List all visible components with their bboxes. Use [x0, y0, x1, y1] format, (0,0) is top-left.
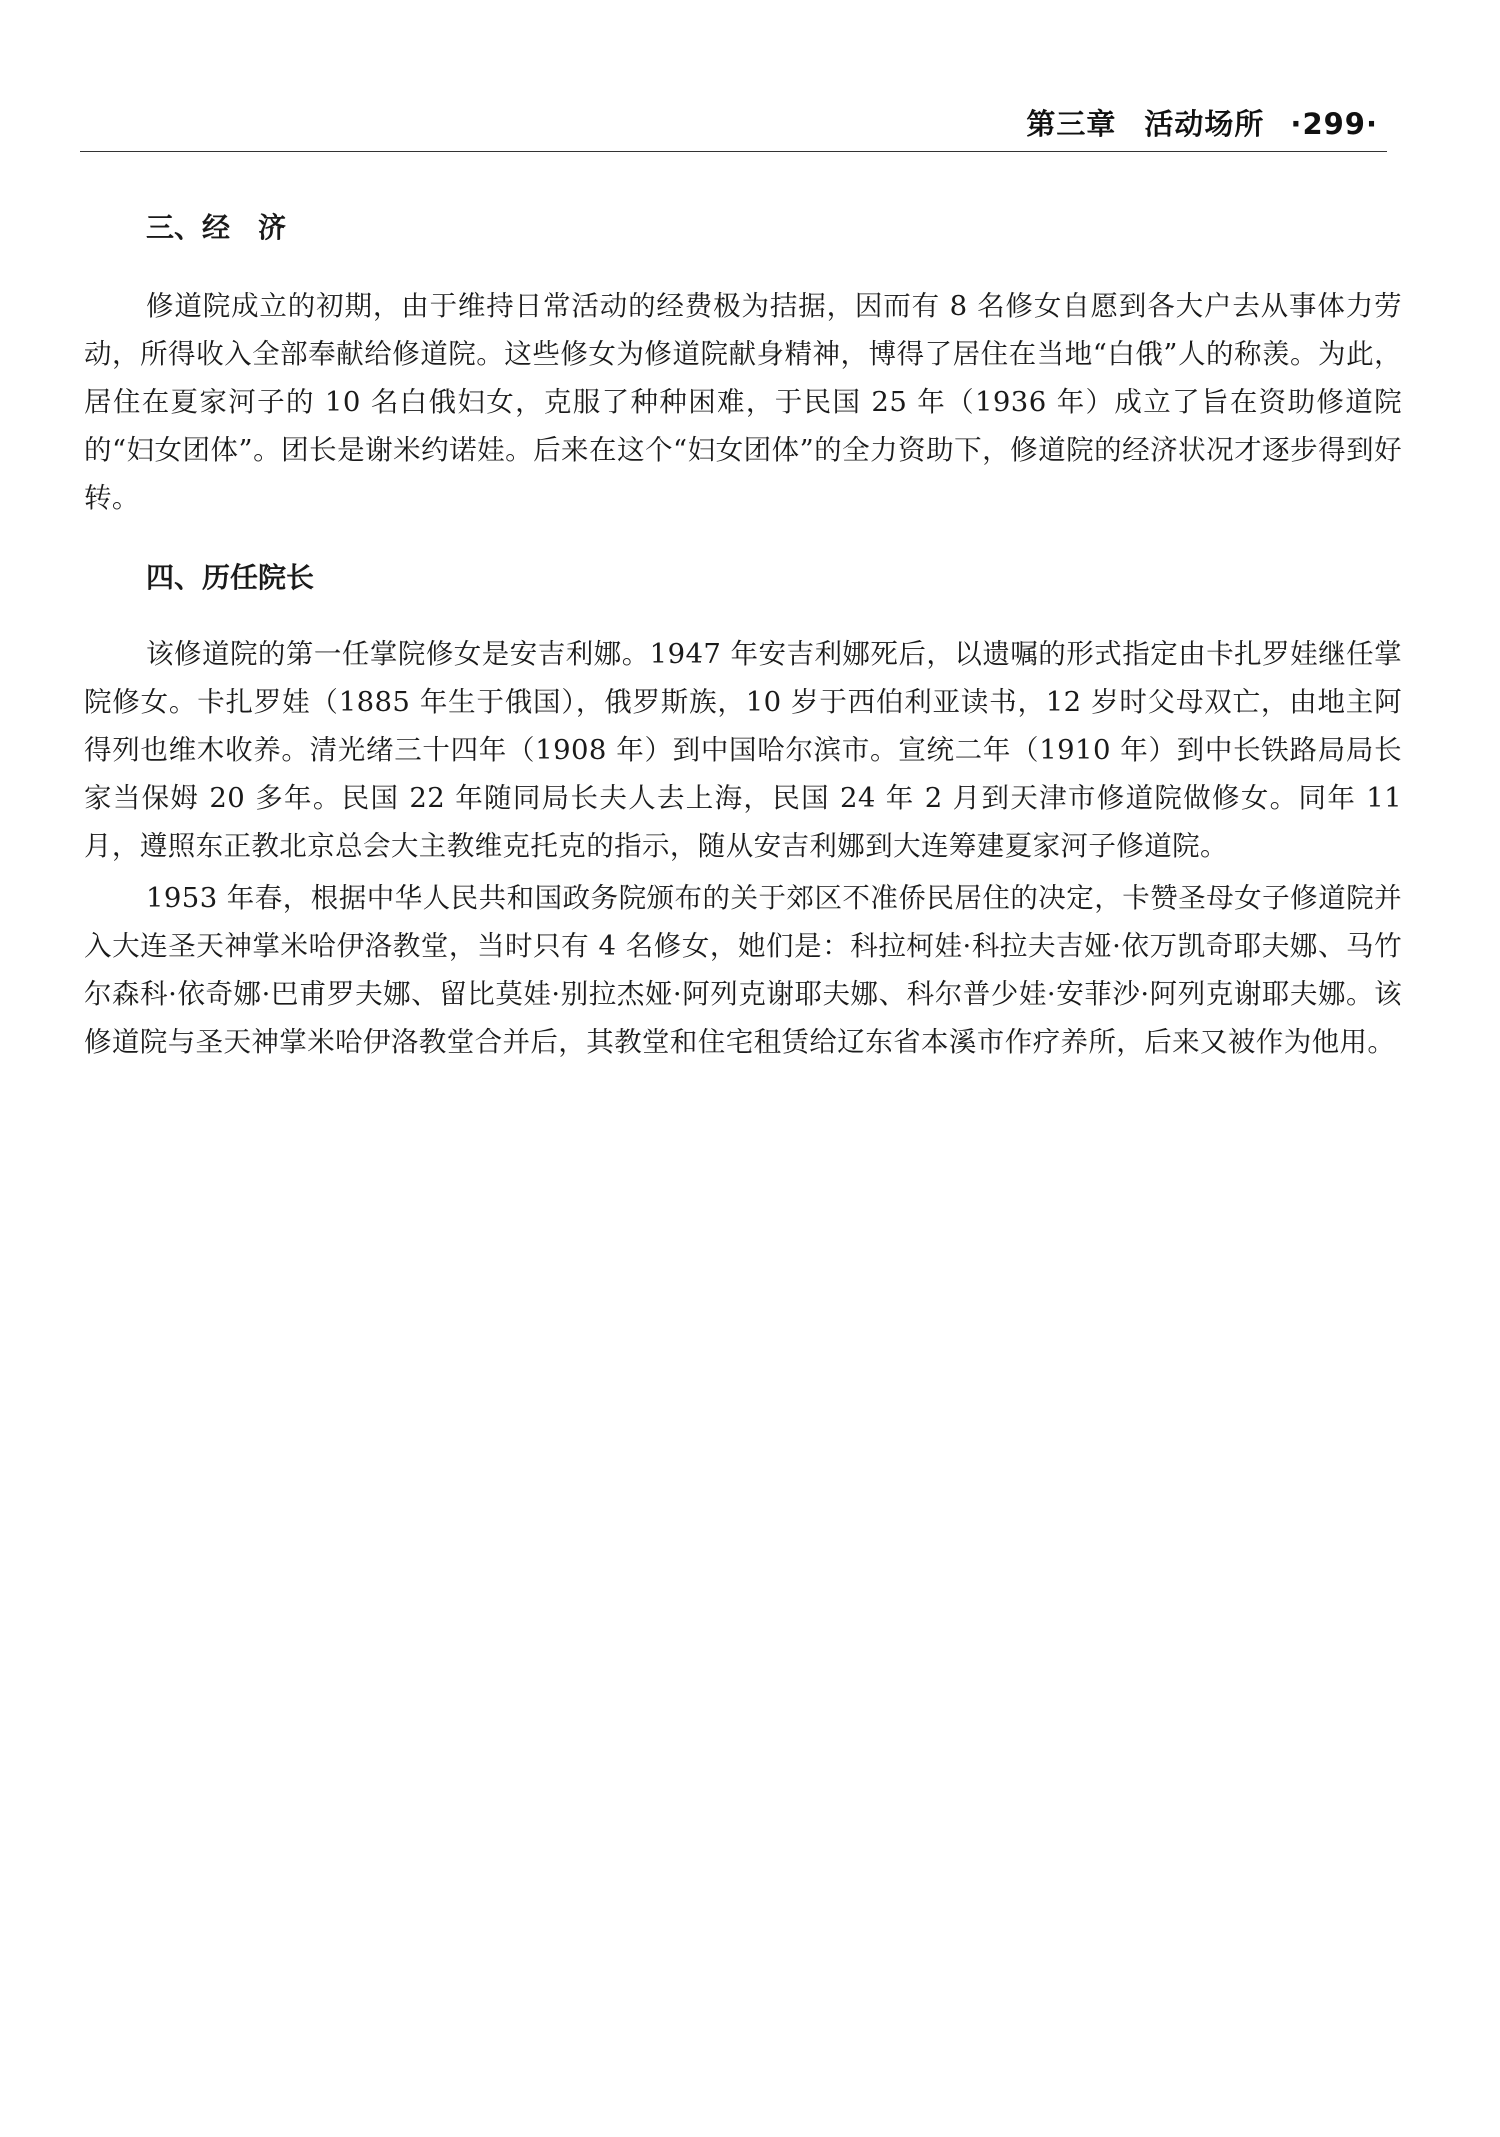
header-rule [80, 151, 1387, 152]
paragraph: 1953 年春，根据中华人民共和国政务院颁布的关于郊区不准侨民居住的决定，卡赞圣母女子修道院并入大连圣天神掌米哈伊洛教堂，当时只有 4 名修女，她们是：科拉柯娃·科拉夫吉娅·依万凯奇耶夫娜、马竹尔森科·依奇娜·巴甫罗夫娜、留比莫娃·别拉杰娅·阿列克谢耶夫娜、科尔普少娃·安菲沙·阿列克谢耶夫娜。该修道院与圣天神掌米哈伊洛教堂合并后，其教堂和住宅租赁给辽东省本溪市作疗养所，后来又被作为他用。 [84, 882, 1402, 1058]
section-label: 活动场所 [1144, 107, 1265, 141]
page-number: ·299· [1290, 107, 1378, 141]
section-heading-past-abbesses: 四、历任院长 [146, 561, 315, 594]
chapter-label: 第三章 [1026, 107, 1117, 141]
paragraph: 该修道院的第一任掌院修女是安吉利娜。1947 年安吉利娜死后，以遗嘱的形式指定由卡扎罗娃继任掌院修女。卡扎罗娃（1885 年生于俄国），俄罗斯族，10 岁于西伯利亚读书，12 岁时父母双亡，由地主阿得列也维木收养。清光绪三十四年（1908 年）到中国哈尔滨市。宣统二年（1910 年）到中长铁路局局长家当保姆 20 多年。民国 22 年随同局长夫人去上海，民国 24 年 2 月到天津市修道院做修女。同年 11 月，遵照东正教北京总会大主教维克托克的指示，随从安吉利娜到大连筹建夏家河子修道院。 [84, 638, 1402, 862]
running-header [1026, 102, 1378, 143]
section-heading-economy: 三、经 济 [146, 211, 287, 244]
paragraph: 修道院成立的初期，由于维持日常活动的经费极为拮据，因而有 8 名修女自愿到各大户去从事体力劳动，所得收入全部奉献给修道院。这些修女为修道院献身精神，博得了居住在当地“白俄”人的称羡。为此，居住在夏家河子的 10 名白俄妇女，克服了种种困难，于民国 25 年（1936 年）成立了旨在资助修道院的“妇女团体”。团长是谢米约诺娃。后来在这个“妇女团体”的全力资助下，修道院的经济状况才逐步得到好转。 [84, 290, 1402, 514]
page-body [84, 208, 1402, 1066]
